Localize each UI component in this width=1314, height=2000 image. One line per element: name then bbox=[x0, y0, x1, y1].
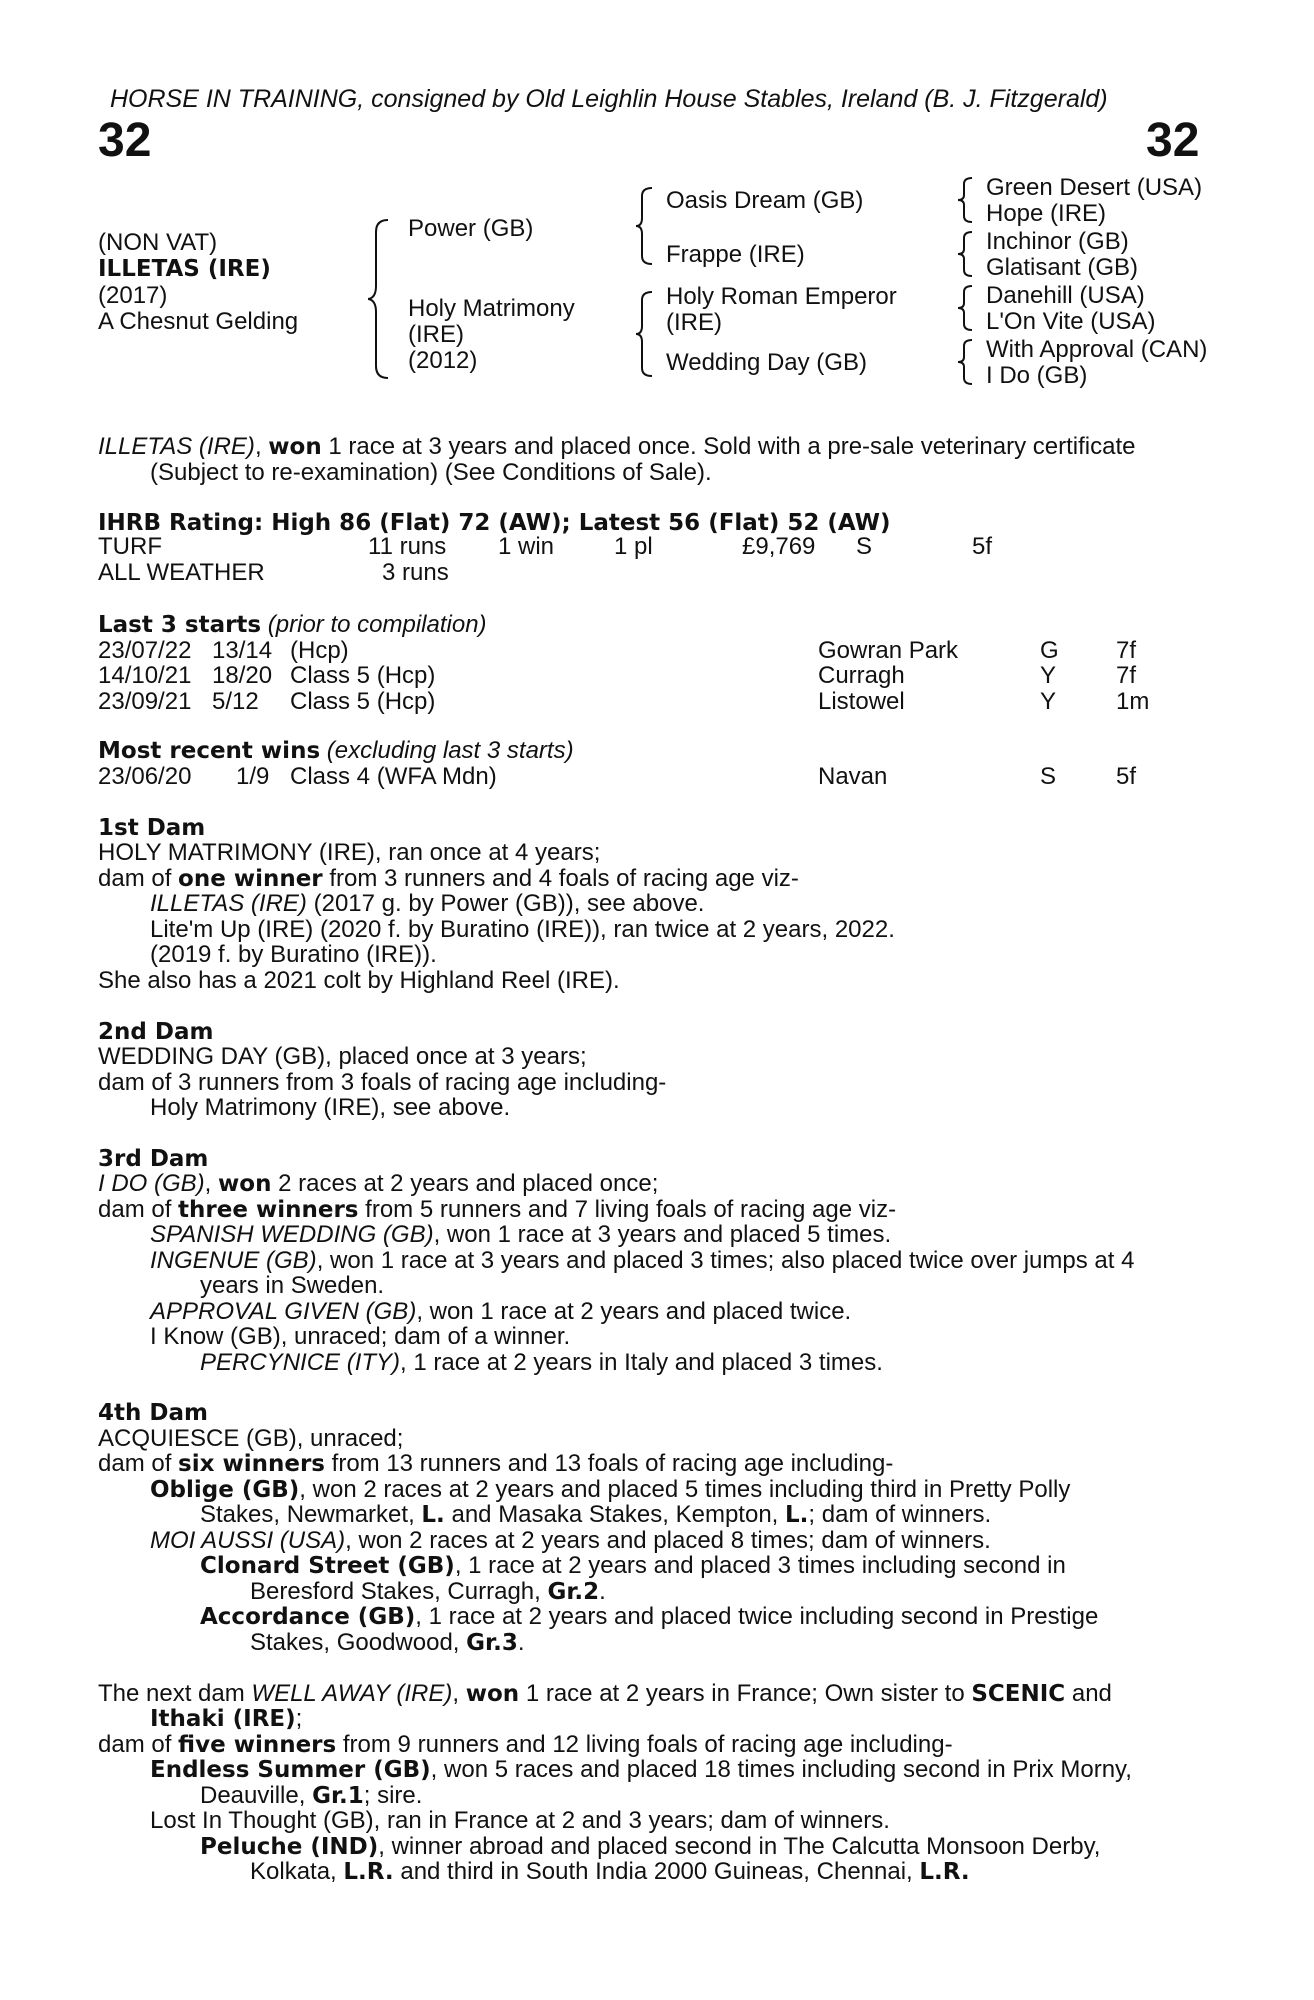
consignment-line: HORSE IN TRAINING, consigned by Old Leighlin House Stables, Ireland (B. J. Fitzgerald) bbox=[110, 85, 1108, 113]
turf-going: S bbox=[856, 533, 873, 560]
third-dam-line-2: dam of three winners from 5 runners and 7 living foals of racing age viz- bbox=[98, 1196, 897, 1223]
fourth-dam-line-5: MOI AUSSI (USA), won 2 races at 2 years and placed 8 times; dam of winners. bbox=[150, 1527, 991, 1554]
turf-distance: 5f bbox=[972, 533, 993, 560]
turf-prize: £9,769 bbox=[742, 533, 816, 560]
last-start-course: Gowran Park bbox=[818, 637, 959, 664]
turf-runs: 11 runs bbox=[368, 533, 447, 560]
pedigree-brace-sire bbox=[636, 186, 658, 266]
recent-course: Navan bbox=[818, 763, 888, 790]
last-start-going: Y bbox=[1040, 662, 1057, 689]
last-start-row bbox=[0, 663, 1314, 689]
third-dam-line-6: APPROVAL GIVEN (GB), won 1 race at 2 years and placed twice. bbox=[150, 1298, 852, 1325]
last-start-pos: 5/12 bbox=[212, 688, 259, 715]
last-start-date: 23/07/22 bbox=[98, 637, 192, 664]
pedigree-brace-dd bbox=[958, 338, 978, 386]
third-dam-heading: 3rd Dam bbox=[98, 1146, 209, 1172]
first-dam-heading: 1st Dam bbox=[98, 815, 206, 841]
recent-going: S bbox=[1040, 763, 1057, 790]
next-dam-line-7: Peluche (IND), winner abroad and placed second in The Calcutta Monsoon Derby, bbox=[200, 1833, 1101, 1860]
aw-runs: 3 runs bbox=[382, 559, 449, 586]
recent-distance: 5f bbox=[1116, 763, 1137, 790]
recent-date: 23/06/20 bbox=[98, 763, 192, 790]
last-start-dist: 7f bbox=[1116, 662, 1137, 689]
third-dam-line-5: years in Sweden. bbox=[200, 1272, 385, 1299]
recent-wins-heading bbox=[98, 738, 574, 764]
last-start-race: (Hcp) bbox=[290, 637, 349, 664]
last-start-row bbox=[0, 689, 1314, 715]
dam-sire-country: (IRE) bbox=[666, 309, 722, 336]
last-start-race: Class 5 (Hcp) bbox=[290, 662, 436, 689]
dds: With Approval (CAN) bbox=[986, 336, 1208, 363]
summary-text-1: 1 race at 3 years and placed once. Sold with a pre-sale veterinary certificate bbox=[321, 433, 1136, 460]
sds: Inchinor (GB) bbox=[986, 228, 1129, 255]
last-starts-heading bbox=[98, 612, 487, 638]
fourth-dam-line-2: dam of six winners from 13 runners and 13 foals of racing age including- bbox=[98, 1450, 894, 1477]
fourth-dam-line-7: Beresford Stakes, Curragh, Gr.2. bbox=[250, 1578, 606, 1605]
fourth-dam-line-4: Stakes, Newmarket, L. and Masaka Stakes, Kempton, L.; dam of winners. bbox=[200, 1501, 992, 1528]
fourth-dam-line-8: Accordance (GB), 1 race at 2 years and placed twice including second in Prestige bbox=[200, 1603, 1099, 1630]
next-dam-line-1: The next dam WELL AWAY (IRE), won 1 race at 2 years in France; Own sister to SCENIC and bbox=[98, 1680, 1112, 1707]
first-dam-line-1: HOLY MATRIMONY (IRE), ran once at 4 years; bbox=[98, 839, 601, 866]
dam-sire: Holy Roman Emperor bbox=[666, 283, 897, 310]
third-dam-line-4: INGENUE (GB), won 1 race at 3 years and placed 3 times; also placed twice over jumps at 4 bbox=[150, 1247, 1135, 1274]
third-dam-line-8: PERCYNICE (ITY), 1 race at 2 years in Italy and placed 3 times. bbox=[200, 1349, 883, 1376]
next-dam-line-2: Ithaki (IRE); bbox=[150, 1705, 303, 1732]
race-summary: ILLETAS (IRE), won 1 race at 3 years and placed once. Sold with a pre-sale veterinary certificate bbox=[98, 433, 1136, 460]
sire-sire: Oasis Dream (GB) bbox=[666, 187, 864, 214]
first-dam-line-4: Lite'm Up (IRE) (2020 f. by Buratino (IRE)), ran twice at 2 years, 2022. bbox=[150, 916, 895, 943]
last-start-going: Y bbox=[1040, 688, 1057, 715]
turf-record bbox=[0, 534, 1314, 560]
third-dam-line-3: SPANISH WEDDING (GB), won 1 race at 3 years and placed 5 times. bbox=[150, 1221, 892, 1248]
last-start-race: Class 5 (Hcp) bbox=[290, 688, 436, 715]
ssd: Hope (IRE) bbox=[986, 200, 1107, 227]
last-starts-note: (prior to compilation) bbox=[261, 611, 487, 638]
first-dam-line-6: She also has a 2021 colt by Highland Reel (IRE). bbox=[98, 967, 620, 994]
aw-label: ALL WEATHER bbox=[98, 559, 265, 586]
fourth-dam-line-3: Oblige (GB), won 2 races at 2 years and placed 5 times including third in Pretty Polly bbox=[150, 1476, 1071, 1503]
first-dam-line-2: dam of one winner from 3 runners and 4 foals of racing age viz- bbox=[98, 865, 799, 892]
first-dam-line-3: ILLETAS (IRE) (2017 g. by Power (GB)), see above. bbox=[150, 890, 705, 917]
next-dam-line-8: Kolkata, L.R. and third in South India 2000 Guineas, Chennai, L.R. bbox=[250, 1858, 970, 1885]
fourth-dam-line-9: Stakes, Goodwood, Gr.3. bbox=[250, 1629, 525, 1656]
last-start-dist: 7f bbox=[1116, 637, 1137, 664]
recent-race: Class 4 (WFA Mdn) bbox=[290, 763, 497, 790]
rating-heading: IHRB Rating: High 86 (Flat) 72 (AW); Latest 56 (Flat) 52 (AW) bbox=[98, 510, 891, 536]
second-dam-line-3: Holy Matrimony (IRE), see above. bbox=[150, 1094, 511, 1121]
dsd: L'On Vite (USA) bbox=[986, 308, 1156, 335]
last-start-course: Curragh bbox=[818, 662, 905, 689]
last-start-date: 23/09/21 bbox=[98, 688, 192, 715]
turf-placed: 1 pl bbox=[614, 533, 653, 560]
last-start-going: G bbox=[1040, 637, 1059, 664]
third-dam-line-1: I DO (GB), won 2 races at 2 years and placed once; bbox=[98, 1170, 659, 1197]
sdd: Glatisant (GB) bbox=[986, 254, 1139, 281]
lot-number-right: 32 bbox=[1146, 114, 1200, 167]
last-start-row bbox=[0, 638, 1314, 664]
foaling-year: (2017) bbox=[98, 282, 168, 309]
recent-win-row bbox=[0, 764, 1314, 790]
recent-position: 1/9 bbox=[236, 763, 270, 790]
first-dam-line-5: (2019 f. by Buratino (IRE)). bbox=[150, 941, 437, 968]
pedigree-brace-sd bbox=[958, 230, 978, 278]
dss: Danehill (USA) bbox=[986, 282, 1145, 309]
recent-wins-note: (excluding last 3 starts) bbox=[320, 737, 574, 764]
last-start-pos: 18/20 bbox=[212, 662, 273, 689]
aw-record bbox=[0, 560, 1314, 586]
next-dam-line-4: Endless Summer (GB), won 5 races and placed 18 times including second in Prix Morny, bbox=[150, 1756, 1132, 1783]
pedigree-brace-ss bbox=[958, 176, 978, 224]
second-dam-heading: 2nd Dam bbox=[98, 1019, 214, 1045]
turf-wins: 1 win bbox=[498, 533, 555, 560]
sire-name: Power (GB) bbox=[408, 215, 534, 242]
pedigree-brace-ds bbox=[958, 284, 978, 332]
sire-dam: Frappe (IRE) bbox=[666, 241, 805, 268]
dam-name: Holy Matrimony bbox=[408, 295, 575, 322]
next-dam-line-3: dam of five winners from 9 runners and 12 living foals of racing age including- bbox=[98, 1731, 953, 1758]
pedigree-brace-dam bbox=[636, 290, 658, 378]
recent-wins-title: Most recent wins bbox=[98, 738, 321, 764]
last-starts-title: Last 3 starts bbox=[98, 612, 262, 638]
second-dam-line-2: dam of 3 runners from 3 foals of racing age including- bbox=[98, 1069, 667, 1096]
dam-year: (2012) bbox=[408, 347, 478, 374]
summary-text-2: (Subject to re-examination) (See Conditions of Sale). bbox=[150, 459, 712, 486]
third-dam-line-7: I Know (GB), unraced; dam of a winner. bbox=[150, 1323, 571, 1350]
vat-status: (NON VAT) bbox=[98, 229, 218, 256]
summary-won: won bbox=[268, 434, 322, 460]
fourth-dam-heading: 4th Dam bbox=[98, 1400, 208, 1426]
horse-name: ILLETAS (IRE) bbox=[98, 256, 271, 282]
dam-dam: Wedding Day (GB) bbox=[666, 349, 867, 376]
next-dam-line-6: Lost In Thought (GB), ran in France at 2 and 3 years; dam of winners. bbox=[150, 1807, 890, 1834]
turf-label: TURF bbox=[98, 533, 162, 560]
fourth-dam-line-6: Clonard Street (GB), 1 race at 2 years and placed 3 times including second in bbox=[200, 1552, 1066, 1579]
ddd: I Do (GB) bbox=[986, 362, 1088, 389]
lot-number-left: 32 bbox=[98, 114, 152, 167]
last-start-date: 14/10/21 bbox=[98, 662, 192, 689]
second-dam-line-1: WEDDING DAY (GB), placed once at 3 years; bbox=[98, 1043, 587, 1070]
last-start-pos: 13/14 bbox=[212, 637, 273, 664]
dam-name-country: (IRE) bbox=[408, 321, 464, 348]
pedigree-brace-gen1 bbox=[368, 218, 398, 380]
fourth-dam-line-1: ACQUIESCE (GB), unraced; bbox=[98, 1425, 404, 1452]
sss: Green Desert (USA) bbox=[986, 174, 1203, 201]
horse-description: A Chesnut Gelding bbox=[98, 308, 299, 335]
next-dam-line-5: Deauville, Gr.1; sire. bbox=[200, 1782, 423, 1809]
last-start-dist: 1m bbox=[1116, 688, 1150, 715]
last-start-course: Listowel bbox=[818, 688, 905, 715]
summary-horse-name: ILLETAS (IRE) bbox=[98, 433, 255, 460]
